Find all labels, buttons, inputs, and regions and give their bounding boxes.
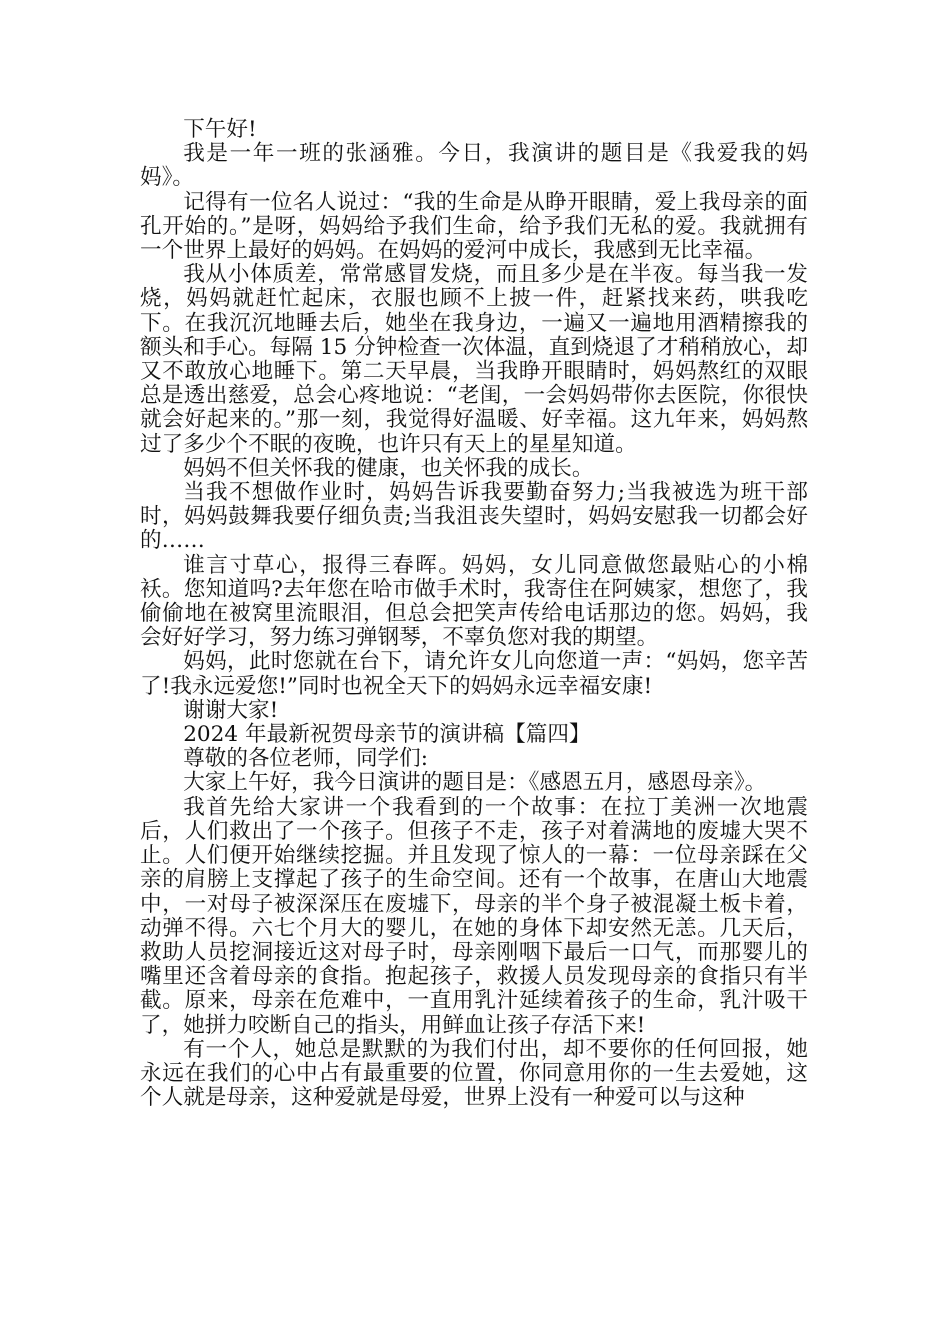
paragraph-topic: 大家上午好，我今日演讲的题目是：《感恩五月，感恩母亲》。	[183, 770, 767, 796]
paragraph-quote: 记得有一位名人说过：“我的生命是从睁开眼睛，爱上我母亲的面孔开始的。”是呀，妈妈给予我们生命，给予我们无私的爱。我就拥有一个世界上最好的妈妈。在妈妈的爱河中成长，我感到无比幸福。	[140, 189, 808, 264]
paragraph-growth: 妈妈不但关怀我的健康，也关怀我的成长。	[183, 455, 594, 481]
paragraph-gratitude: 谁言寸草心，报得三春晖。妈妈，女儿同意做您最贴心的小棉袄。您知道吗?去年您在哈市做手术时，我寄住在阿姨家，想您了，我偷偷地在被窝里流眼泪，但总会把笑声传给电话那边的您。妈妈，我会好好学习，努力练习弹钢琴，不辜负您对我的期望。	[140, 552, 808, 651]
paragraph-mother-love: 有一个人，她总是默默的为我们付出，却不要你的任何回报，她永远在我们的心中占有最重要的位置，你同意用你的一生去爱她，这个人就是母亲，这种爱就是母爱，世界上没有一种爱可以与这种	[140, 1036, 808, 1111]
paragraph-story: 我首先给大家讲一个我看到的一个故事：在拉丁美洲一次地震后，人们救出了一个孩子。但孩子不走，孩子对着满地的废墟大哭不止。人们便开始继续挖掘。并且发现了惊人的一幕：一位母亲踩在父亲的肩膀上支撑起了孩子的生命空间。还有一个故事，在唐山大地震中，一对母子被深深压在废墟下，母亲的半个身子被混凝土板卡着，动弹不得。六七个月大的婴儿，在她的身体下却安然无恙。几天后，救助人员挖洞接近这对母子时，母亲刚咽下最后一口气，而那婴儿的嘴里还含着母亲的食指。抱起孩子，救援人员发现母亲的食指只有半截。原来，母亲在危难中，一直用乳汁延续着孩子的生命，乳汁吸干了，她拼力咬断自己的指头，用鲜血让孩子存活下来!	[140, 794, 808, 1038]
section-heading: 2024 年最新祝贺母亲节的演讲稿【篇四】	[183, 722, 591, 748]
paragraph-address-mother: 妈妈，此时您就在台下，请允许女儿向您道一声：“妈妈，您辛苦了!我永远爱您!”同时也祝全天下的妈妈永远幸福安康!	[140, 649, 808, 699]
document-body	[140, 118, 808, 1110]
paragraph-salutation: 尊敬的各位老师，同学们:	[183, 746, 428, 772]
paragraph-greeting: 下午好!	[183, 117, 257, 142]
paragraph-thanks: 谢谢大家!	[183, 697, 279, 723]
paragraph-encouragement: 当我不想做作业时，妈妈告诉我要勤奋努力;当我被选为班干部时，妈妈鼓舞我要仔细负责;当我沮丧失望时，妈妈安慰我一切都会好的……	[140, 480, 808, 554]
paragraph-intro: 我是一年一班的张涵雅。今日，我演讲的题目是《我爱我的妈妈》。	[140, 141, 808, 191]
paragraph-childhood: 我从小体质差，常常感冒发烧，而且多少是在半夜。每当我一发烧，妈妈就赶忙起床，衣服也顾不上披一件，赶紧找来药，哄我吃下。在我沉沉地睡去后，她坐在我身边，一遍又一遍地用酒精擦我的额头和手心。每隔 15 分钟检查一次体温，直到烧退了才稍稍放心，却又不敢放心地睡下。第二天早晨，当我睁开眼睛时，妈妈熬红的双眼总是透出慈爱，总会心疼地说：“老闺，一会妈妈带你去医院，你很快就会好起来的。”那一刻，我觉得好温暖、好幸福。这九年来，妈妈熬过了多少个不眠的夜晚，也许只有天上的星星知道。	[140, 262, 808, 457]
